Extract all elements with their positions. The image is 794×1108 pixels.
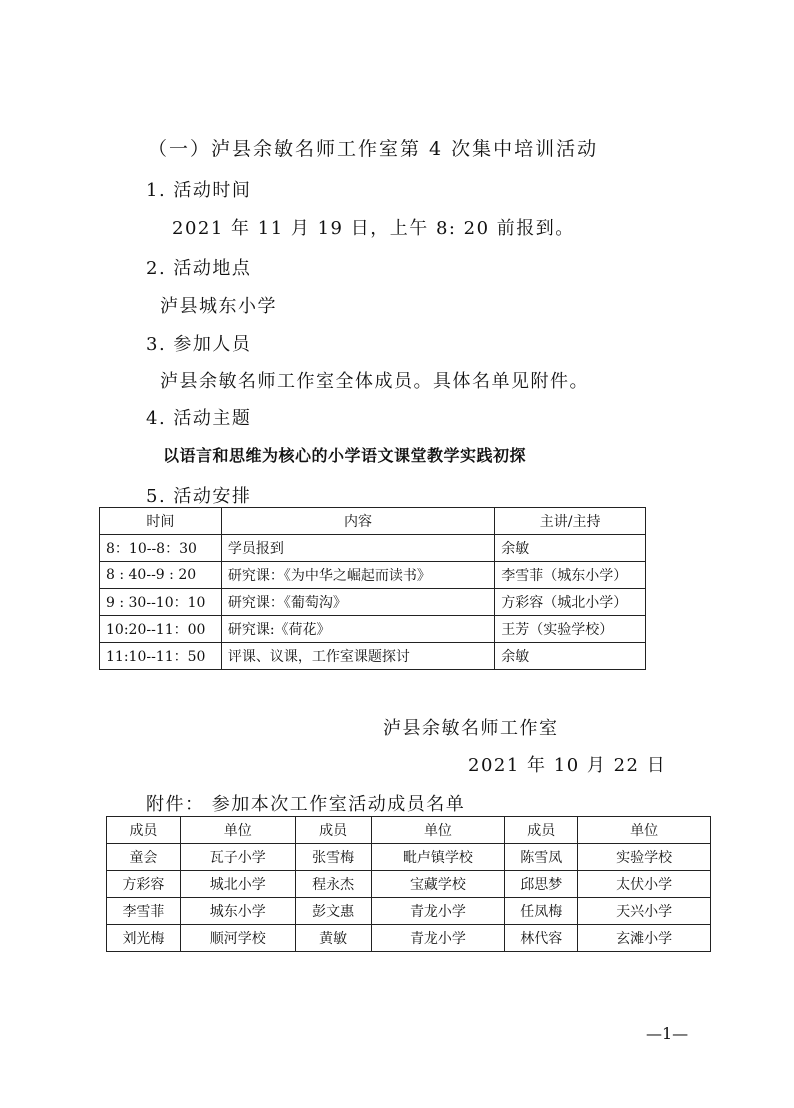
member-cell: 太伏小学 [578, 871, 711, 898]
section-place-title: 2. 活动地点 [146, 258, 252, 279]
org-emph: 余敏 [422, 718, 461, 739]
schedule-cell: 研究课：《为中华之崛起而读书》 [221, 562, 494, 589]
member-cell: 城北小学 [180, 871, 295, 898]
member-cell: 天兴小学 [578, 898, 711, 925]
members-header: 单位 [578, 817, 711, 844]
schedule-cell: 李雪菲（城东小学） [495, 562, 646, 589]
org-prefix: 泸县 [383, 718, 422, 739]
schedule-table [99, 507, 646, 670]
schedule-cell: 8 : 40--9 : 20 [100, 562, 222, 589]
member-cell: 刘光梅 [107, 925, 181, 952]
section-schedule-title: 5. 活动安排 [146, 486, 252, 507]
members-header: 成员 [505, 817, 578, 844]
member-cell: 林代容 [505, 925, 578, 952]
org-suffix: 名师工作室 [461, 718, 559, 739]
signature-org [383, 714, 559, 740]
schedule-cell: 学员报到 [221, 535, 494, 562]
schedule-cell: 余敏 [495, 535, 646, 562]
member-cell: 童会 [107, 844, 181, 871]
schedule-cell: 方彩容（城北小学） [495, 589, 646, 616]
member-cell: 方彩容 [107, 871, 181, 898]
table-row [100, 535, 646, 562]
page-number: —1— [646, 1024, 689, 1043]
table-row [107, 871, 711, 898]
table-row [100, 562, 646, 589]
members-header: 单位 [180, 817, 295, 844]
place-emph: 城东小学 [199, 296, 277, 317]
schedule-cell: 8：10--8：30 [100, 535, 222, 562]
member-cell: 玄滩小学 [578, 925, 711, 952]
members-header: 成员 [295, 817, 371, 844]
member-cell: 城东小学 [180, 898, 295, 925]
members-table [106, 816, 711, 952]
section-time-title: 1. 活动时间 [146, 180, 252, 201]
place-prefix: 泸县 [160, 296, 199, 317]
member-cell: 邱思梦 [505, 871, 578, 898]
section-people-content [160, 367, 589, 393]
members-header-row [107, 817, 711, 844]
member-cell: 实验学校 [578, 844, 711, 871]
section-people-title: 3. 参加人员 [146, 334, 252, 355]
table-row [107, 898, 711, 925]
schedule-header-row [100, 508, 646, 535]
table-row [100, 589, 646, 616]
schedule-cell: 评课、议课，工作室课题探讨 [221, 643, 494, 670]
member-cell: 毗卢镇学校 [371, 844, 505, 871]
people-suffix: 名师工作室全体成员。具体名单见附件。 [238, 371, 589, 392]
schedule-header-content: 内容 [221, 508, 494, 535]
schedule-cell: 王芳（实验学校） [495, 616, 646, 643]
member-cell: 程永杰 [295, 871, 371, 898]
member-cell: 瓦子小学 [180, 844, 295, 871]
member-cell: 彭文惠 [295, 898, 371, 925]
member-cell: 黄敏 [295, 925, 371, 952]
schedule-cell: 研究课:《荷花》 [221, 616, 494, 643]
attachment-title: 附件： 参加本次工作室活动成员名单 [146, 794, 466, 815]
people-emph: 余敏 [199, 371, 238, 392]
member-cell: 任凤梅 [505, 898, 578, 925]
schedule-cell: 11:10--11：50 [100, 643, 222, 670]
people-prefix: 泸县 [160, 371, 199, 392]
member-cell: 青龙小学 [371, 925, 505, 952]
schedule-header-host: 主讲/主持 [495, 508, 646, 535]
table-row [100, 643, 646, 670]
members-header: 成员 [107, 817, 181, 844]
member-cell: 宝藏学校 [371, 871, 505, 898]
section-place-content [160, 292, 277, 318]
section-theme-title: 4. 活动主题 [146, 408, 252, 429]
members-header: 单位 [371, 817, 505, 844]
member-cell: 张雪梅 [295, 844, 371, 871]
member-cell: 李雪菲 [107, 898, 181, 925]
section-theme-content: 以语言和思维为核心的小学语文课堂教学实践初探 [163, 446, 527, 465]
schedule-cell: 余敏 [495, 643, 646, 670]
schedule-header-time: 时间 [100, 508, 222, 535]
table-row [107, 925, 711, 952]
document-heading: （一）泸县余敏名师工作室第 4 次集中培训活动 [148, 138, 599, 160]
section-time-content: 2021 年 11 月 19 日，上午 8: 20 前报到。 [172, 218, 575, 239]
signature-date: 2021 年 10 月 22 日 [468, 755, 667, 776]
schedule-cell: 9 : 30--10：10 [100, 589, 222, 616]
member-cell: 陈雪凤 [505, 844, 578, 871]
member-cell: 青龙小学 [371, 898, 505, 925]
schedule-cell: 10:20--11：00 [100, 616, 222, 643]
table-row [107, 844, 711, 871]
schedule-cell: 研究课：《葡萄沟》 [221, 589, 494, 616]
table-row [100, 616, 646, 643]
member-cell: 顺河学校 [180, 925, 295, 952]
